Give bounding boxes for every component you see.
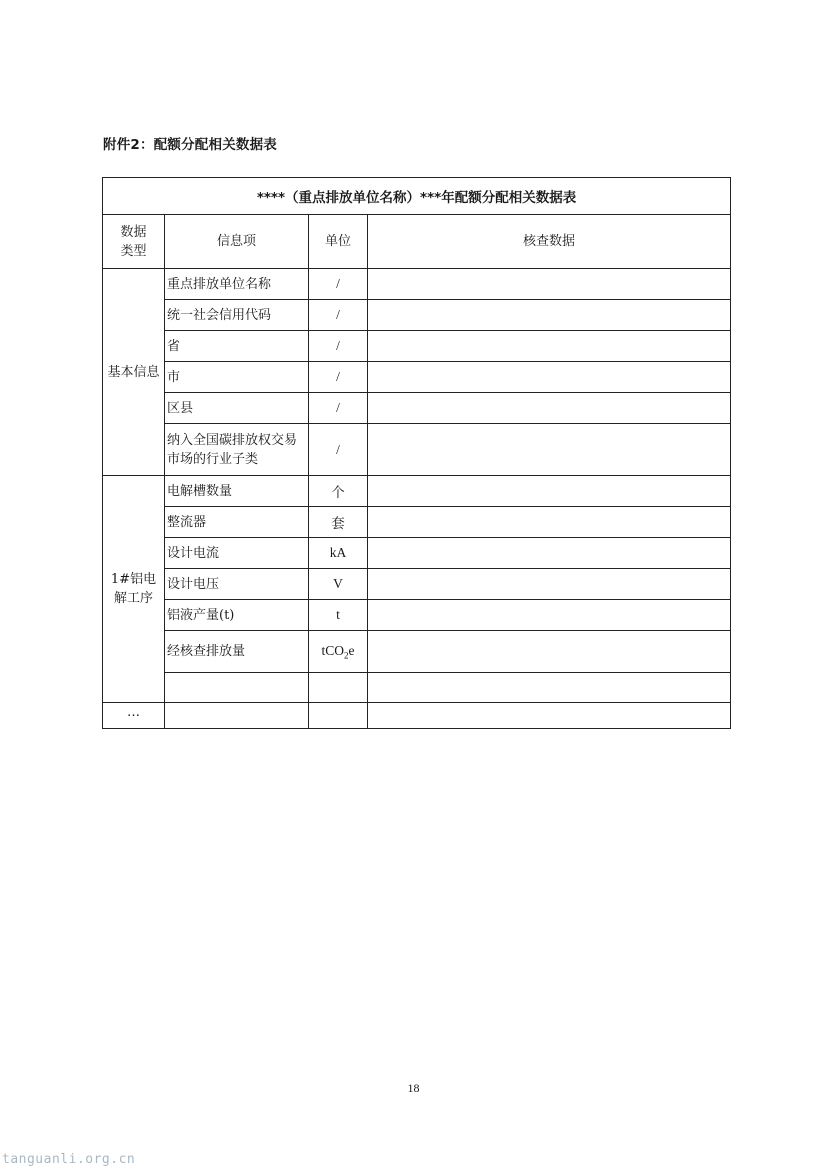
unit-cell: / [309, 424, 368, 476]
value-cell[interactable] [368, 600, 731, 631]
table-title-row [103, 178, 731, 215]
unit-cell: t [309, 600, 368, 631]
item-cell [165, 673, 309, 703]
item-cell: 纳入全国碳排放权交易市场的行业子类 [165, 424, 309, 476]
header-category: 数据类型 [103, 215, 165, 269]
table-row [103, 393, 731, 424]
table-row [103, 673, 731, 703]
item-cell: 市 [165, 362, 309, 393]
attachment-heading: 附件2：配额分配相关数据表 [103, 137, 277, 153]
item-cell: 设计电压 [165, 569, 309, 600]
table-row [103, 538, 731, 569]
table-row [103, 507, 731, 538]
ellipsis: … [103, 703, 165, 729]
table-row [103, 269, 731, 300]
value-cell[interactable] [368, 331, 731, 362]
value-cell[interactable] [368, 393, 731, 424]
unit-cell: tCO$_2$e [309, 631, 368, 673]
unit-cell: / [309, 331, 368, 362]
table-title: ****（重点排放单位名称）***年配额分配相关数据表 [103, 178, 731, 215]
item-cell: 铝液产量(t) [165, 600, 309, 631]
table-header-row [103, 215, 731, 269]
quota-allocation-table [102, 177, 731, 729]
item-cell: 设计电流 [165, 538, 309, 569]
item-cell: 区县 [165, 393, 309, 424]
header-item: 信息项 [165, 215, 309, 269]
watermark: tanguanli.org.cn [2, 1152, 136, 1167]
unit-cell[interactable] [309, 703, 368, 729]
unit-cell: / [309, 362, 368, 393]
value-cell[interactable] [368, 538, 731, 569]
unit-cell [309, 673, 368, 703]
category-basic-info: 基本信息 [103, 269, 165, 476]
value-cell[interactable] [368, 673, 731, 703]
table-row [103, 476, 731, 507]
value-cell[interactable] [368, 476, 731, 507]
value-cell[interactable] [368, 631, 731, 673]
unit-cell: V [309, 569, 368, 600]
item-cell[interactable] [165, 703, 309, 729]
table-row [103, 424, 731, 476]
table-row-more [103, 703, 731, 729]
header-unit: 单位 [309, 215, 368, 269]
value-cell[interactable] [368, 569, 731, 600]
item-cell: 重点排放单位名称 [165, 269, 309, 300]
page-number: 18 [407, 1081, 420, 1095]
unit-cell: / [309, 300, 368, 331]
value-cell[interactable] [368, 507, 731, 538]
item-cell: 整流器 [165, 507, 309, 538]
table-row [103, 600, 731, 631]
table-row [103, 331, 731, 362]
unit-cell: / [309, 269, 368, 300]
category-electrolysis-process: 1#铝电解工序 [103, 476, 165, 703]
value-cell[interactable] [368, 703, 731, 729]
unit-cell: 个 [309, 476, 368, 507]
item-cell: 统一社会信用代码 [165, 300, 309, 331]
table-row [103, 569, 731, 600]
unit-cell: 套 [309, 507, 368, 538]
value-cell[interactable] [368, 424, 731, 476]
table-row [103, 362, 731, 393]
item-cell: 电解槽数量 [165, 476, 309, 507]
value-cell[interactable] [368, 269, 731, 300]
unit-cell: kA [309, 538, 368, 569]
item-cell: 省 [165, 331, 309, 362]
table-row [103, 300, 731, 331]
item-cell: 经核查排放量 [165, 631, 309, 673]
value-cell[interactable] [368, 362, 731, 393]
table-row [103, 631, 731, 673]
value-cell[interactable] [368, 300, 731, 331]
unit-cell: / [309, 393, 368, 424]
header-value: 核查数据 [368, 215, 731, 269]
